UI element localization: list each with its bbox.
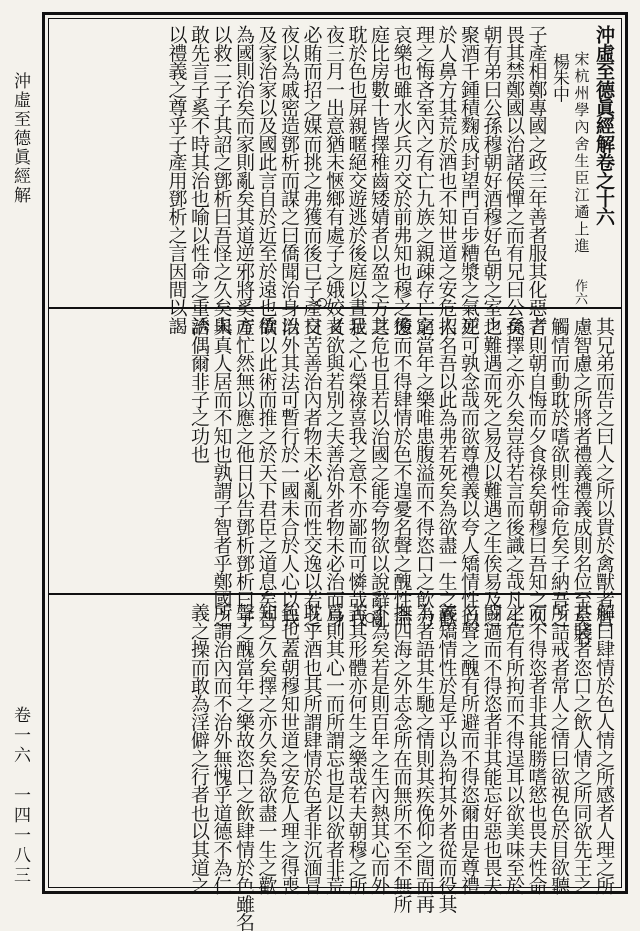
text-column: 耽於色也屏親暱絕交遊逃於後庭以晝足 (345, 25, 368, 335)
text-column: 聚酒千鍾積麴成封望門百步糟漿之氣逆 (458, 25, 480, 335)
panel-top (49, 19, 621, 335)
text-column: 聲之醜當年之樂故恣口之飲肆情於色雖名 (233, 603, 255, 931)
text-column: 之難遇而死之易及以難遇之生俟易及之 (480, 317, 503, 627)
author-line: 宋杭州學內舍生臣江遹上進 (572, 51, 591, 255)
text-column: 解曰肆情於色人情之所感者人理之所 (593, 603, 615, 895)
text-column: 與真人居而不知也孰謂子智者乎鄭國之 (210, 317, 233, 627)
text-column: 名聲之醜有所避而不得恣爾由是尊禮 (458, 603, 480, 895)
text-column: 敢先言子奚不時其治也喻以性命之重誘 (188, 25, 210, 335)
text-column: 闘過而不得恣者非其能忘好惡也畏夫 (480, 603, 503, 895)
text-column: 治外其法可暫行於一國未合於人心以我 (278, 317, 300, 627)
text-column: 欲以此術而推之於天下君臣之道息矣吾 (255, 317, 278, 627)
text-column: 言則朝自悔而夕食祿矣朝穆曰吾知之久 (525, 317, 548, 627)
text-column: 理之悔吝室內之有亡九族之親疎存亡之 (413, 25, 435, 335)
text-column: 而不得恣者非其能勝嗜慾也畏夫性命 (525, 603, 548, 895)
text-column: 憊而不得肆情於色不遑憂名聲之醜性命 (390, 317, 413, 627)
text-column: 甚賤者恣口之飲人情之所同欲先王之 (570, 603, 593, 895)
text-column: 苦其形體亦何生之樂哉若夫朝穆之所 (345, 603, 368, 895)
page-frame (42, 12, 628, 931)
text-columns-middle (188, 317, 616, 645)
chapter-mark: 作六 (572, 279, 587, 305)
text-column: 庭比房數十皆擇稚齒矮婧者以盈之方其 (368, 25, 390, 335)
text-column: 子產相鄭專國之政三年善者服其化惡者 (525, 25, 548, 335)
text-column: 知之久矣擇之亦久矣為欲盡一生之歡 (255, 603, 278, 895)
text-column: 夜以為戚密造鄧析而謀之曰僑聞治身以 (278, 25, 300, 335)
panel-bottom (49, 597, 621, 931)
text-column: 朝有弟曰公孫穆朝好酒穆好色朝之室也 (480, 25, 503, 335)
text-column: 夜三月一出意猶未愜鄉有處子之娥姣者 (323, 25, 345, 335)
text-column: 畏其禁鄭國以治諸侯憚之而有兄曰公孫 (503, 25, 525, 335)
text-column: 交苦善治內者物未必亂而性交逸以若之 (300, 317, 323, 627)
text-column: 必賄而招之媒而挑之弗獲而後已子產日 (300, 25, 323, 335)
chapter-title: 楊朱中 (549, 53, 569, 102)
text-column: 爲則其心一而所謂忘也是以欲者非荒 (323, 603, 345, 895)
text-column: 色也蓋朝穆知世道之安危人理之得喪 (278, 603, 300, 895)
text-column: 之危也且若以治國之能夸物欲以說辭亂 (368, 317, 390, 627)
side-margin-page-number (8, 706, 33, 886)
text-column: 以禮義之尊乎子產用鄧析之言因間以謁 (165, 25, 188, 335)
panel-middle (49, 311, 621, 645)
text-column: 治偶爾非子之功也 (188, 317, 210, 463)
text-column: 死可孰念哉而欲尊禮義以夸人矯情性以 (458, 317, 480, 627)
text-column: 耽乎酒也其所謂肆情於色者非沉湎冒 (300, 603, 323, 895)
text-column: 窮當年之樂唯患腹溢而不得恣口之飲力 (413, 317, 435, 627)
text-column: 及家治家以及國此言自於近至於遠也僑 (255, 25, 278, 335)
text-column: 又欲與若別之夫善治外者物未必治而身 (323, 317, 345, 627)
text-column: 產忙然無以應之他日以告鄧析鄧析曰子 (233, 317, 255, 627)
text-column: 招名吾以此為弗若死矣為欲盡一生之歡 (435, 317, 458, 627)
text-column: 所詰戒者常人之情曰欲視色於目欲聽 (548, 603, 570, 895)
text-column: 為者語其生馳之情則其疾俛仰之間而再 (413, 603, 435, 913)
text-column: 為國則治矣而家則亂矣其道逆邪將奚方 (233, 25, 255, 335)
text-column: 不為矣若是則百年之生內熱其心而外 (368, 603, 390, 895)
text-column: 哀樂也雖水火兵刃交於前弗知也穆之後 (390, 25, 413, 335)
side-page-number: 一四一八三 (10, 786, 30, 886)
text-column: 其兄弟而告之曰人之所以貴於禽獸者智 (593, 317, 615, 627)
text-column: 義之操而敢為淫僻之行者也以其道之 (188, 603, 210, 895)
text-column: 慮智慮之所將者禮義禮義成則名位至矣若 (570, 317, 593, 645)
text-column: 觸情而動耽於嗜欲則性命危矣子納吾之 (548, 317, 570, 627)
text-columns-bottom (188, 603, 616, 931)
text-column: 矣擇之亦久矣豈待若言而後識之哉凡生 (503, 317, 525, 627)
text-columns-top (165, 25, 615, 334)
text-column: 之危有所拘而不得逞耳以欲美味至於 (503, 603, 525, 895)
side-margin-title: 沖虛至德眞經解 (10, 72, 30, 205)
text-column: 撫四海之外志念所在而無所不至不無所 (390, 603, 413, 913)
text-column: 於人鼻方其荒於酒也不知世道之安危人 (435, 25, 458, 335)
text-column: 我之心榮祿喜我之意不亦鄙而可憐哉我 (345, 317, 368, 627)
text-column: 義矯情性於是乎以為拘其外者從而役其 (435, 603, 458, 913)
book-heading: 沖虛至德眞經解卷之十六 (593, 25, 615, 226)
text-column: 所謂治內而不治外無愧乎道德不為仁 (210, 603, 233, 895)
side-volume: 卷一六 (10, 706, 30, 766)
text-column: 以救二子子其詔之鄧析曰吾怪之久矣未 (210, 25, 233, 335)
